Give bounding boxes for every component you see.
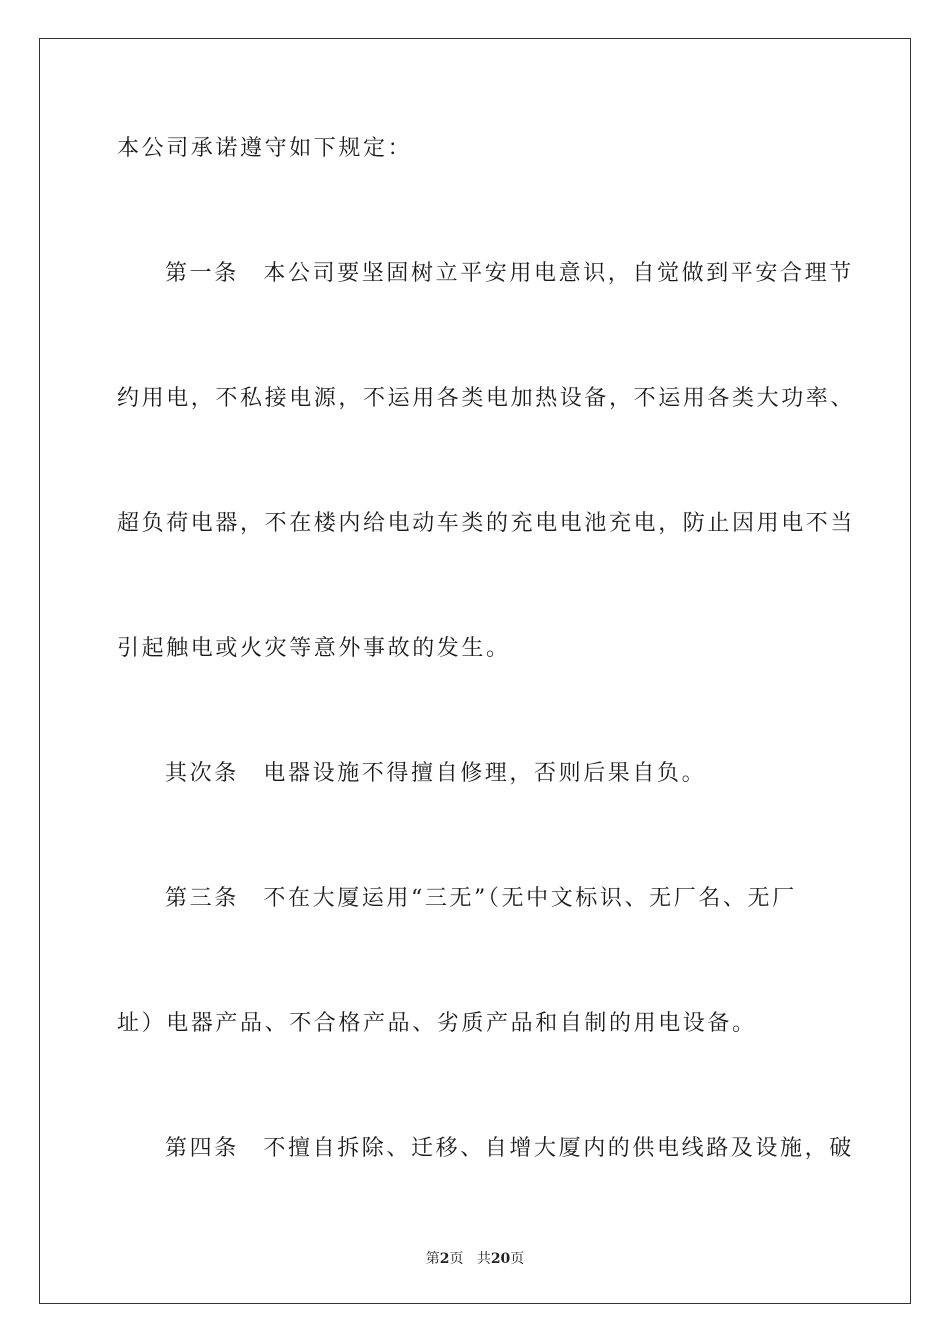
text-line-article-1-cont-2: 超负荷电器，不在楼内给电动车类的充电电池充电，防止因用电不当 bbox=[117, 511, 856, 536]
text-line-article-4: 第四条 不擅自拆除、迁移、自增大厦内的供电线路及设施，破 bbox=[165, 1136, 854, 1161]
total-pages: 20 bbox=[490, 1251, 511, 1267]
text-line-article-3-cont: 址）电器产品、不合格产品、劣质产品和自制的用电设备。 bbox=[117, 1011, 757, 1036]
total-prefix: 共 bbox=[476, 1251, 491, 1267]
text-line-article-1-cont-1: 约用电，不私接电源，不运用各类电加热设备，不运用各类大功率、 bbox=[117, 386, 856, 411]
text-line-article-2: 其次条 电器设施不得擅自修理，否则后果自负。 bbox=[165, 761, 707, 786]
text-line-article-3: 第三条 不在大厦运用“三无”（无中文标识、无厂名、无厂 bbox=[165, 886, 797, 911]
text-line-intro: 本公司承诺遵守如下规定： bbox=[117, 136, 413, 161]
text-line-article-1-cont-3: 引起触电或火灾等意外事故的发生。 bbox=[117, 636, 511, 661]
page-number: 2 bbox=[439, 1251, 450, 1267]
text-line-article-1: 第一条 本公司要坚固树立平安用电意识，自觉做到平安合理节 bbox=[165, 261, 854, 286]
page-border bbox=[39, 38, 911, 1304]
total-suffix: 页 bbox=[510, 1251, 525, 1267]
page-footer bbox=[0, 1248, 950, 1268]
page-prefix: 第 bbox=[425, 1251, 440, 1267]
page-suffix: 页 bbox=[449, 1251, 464, 1267]
